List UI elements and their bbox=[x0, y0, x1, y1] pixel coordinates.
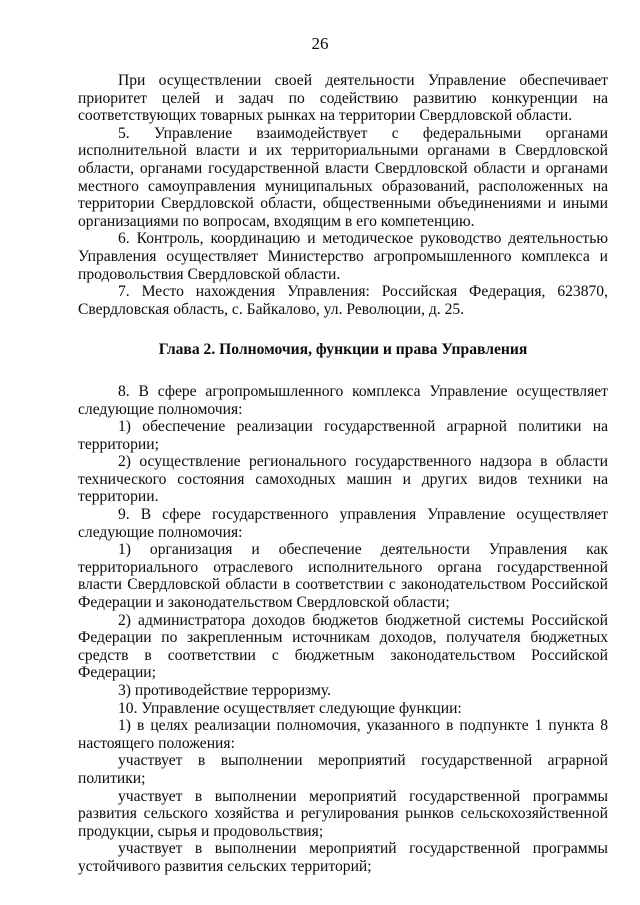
chapter-title: Глава 2. Полномочия, функции и права Управления bbox=[158, 341, 528, 359]
paragraph-9-heading: 9. В сфере государственного управления Управление осуществляет следующие полномочия: bbox=[78, 506, 608, 541]
paragraph-8-item-1: 1) обеспечение реализации государственной аграрной политики на территории; bbox=[78, 418, 608, 453]
paragraph-9-item-1: 1) организация и обеспечение деятельности Управления как территориального отраслевого исполнительного органа государственной власти Свердловской области в соответствии с законодательством Российской Федерации и законодательством Свердловской области; bbox=[78, 541, 608, 612]
paragraph-10-heading: 10. Управление осуществляет следующие функции: bbox=[118, 699, 462, 717]
paragraph-9-item-3: 3) противодействие терроризму. bbox=[118, 682, 332, 699]
paragraph-8-heading: 8. В сфере агропромышленного комплекса Управление осуществляет следующие полномочия: bbox=[78, 382, 608, 418]
paragraph-9-item-2: 2) администратора доходов бюджетов бюджетной системы Российской Федерации по закрепленным источникам доходов, получателя бюджетных средств в соответствии с бюджетным законодательством Российской Федерации; bbox=[78, 611, 608, 682]
paragraph-10-item-1: 1) в целях реализации полномочия, указанного в подпункте 1 пункта 8 настоящего положения: bbox=[78, 717, 608, 752]
paragraph-8-item-2: 2) осуществление регионального государственного надзора в области технического состояния самоходных машин и других видов техники на территории. bbox=[78, 453, 608, 506]
document-body bbox=[78, 72, 608, 876]
paragraph-10-clause-b: участвует в выполнении мероприятий государственной программы развития сельского хозяйства и регулирования рынков сельскохозяйственной продукции, сырья и продовольствия; bbox=[78, 787, 608, 840]
paragraph-5-interaction: 5. Управление взаимодействует с федеральными органами исполнительной власти и их территориальными органами в Свердловской области, органами государственной власти Свердловской области и органами местного самоуправления муниципальных образований, расположенных на территории Свердловской области, общественными объединениями и иными организациями по вопросам, входящим в его компетенцию. bbox=[78, 124, 608, 230]
page-number: 26 bbox=[311, 34, 329, 53]
paragraph-10-clause-c: участвует в выполнении мероприятий государственной программы устойчивого развития сельских территорий; bbox=[78, 840, 608, 875]
paragraph-10-clause-a: участвует в выполнении мероприятий государственной аграрной политики; bbox=[78, 752, 608, 787]
paragraph-7-location: 7. Место нахождения Управления: Российская Федерация, 623870, Свердловская область, с. Байкалово, ул. Революции, д. 25. bbox=[78, 283, 608, 318]
paragraph-6-control: 6. Контроль, координацию и методическое руководство деятельностью Управления осуществляет Министерство агропромышленного комплекса и продовольствия Свердловской области. bbox=[78, 230, 608, 283]
paragraph-priority: При осуществлении своей деятельности Управление обеспечивает приоритет целей и задач по содействию развитию конкуренции на соответствующих товарных рынках на территории Свердловской области. bbox=[78, 72, 608, 125]
